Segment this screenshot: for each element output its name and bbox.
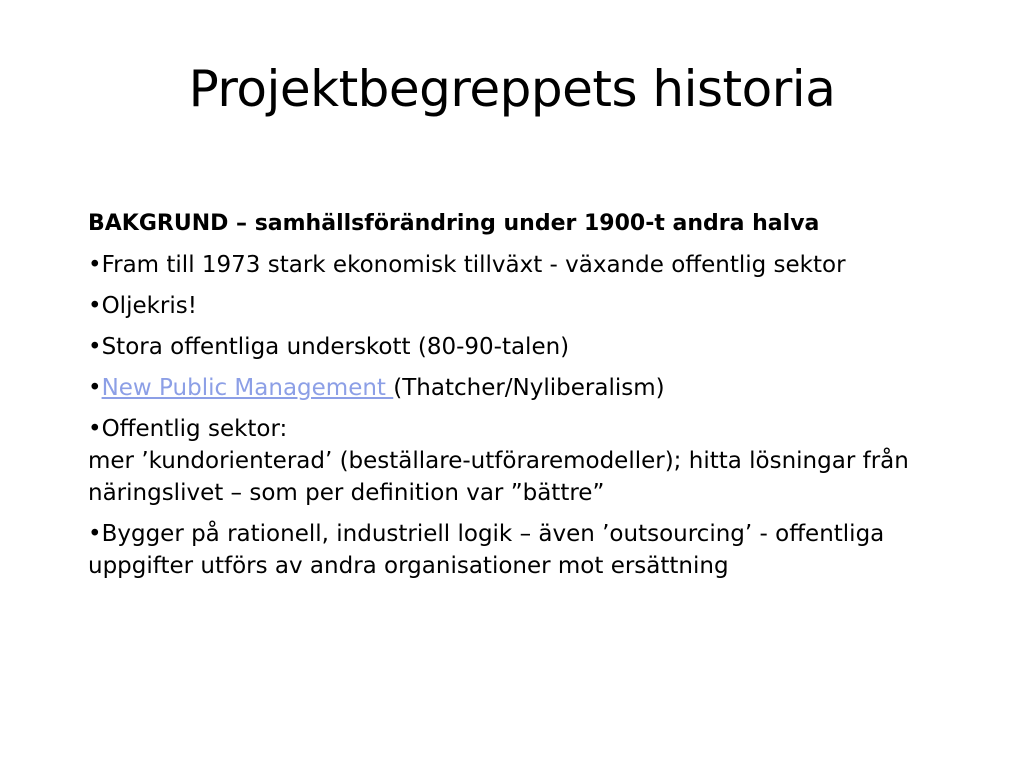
bullet-item-rational-logic (88, 518, 948, 582)
bullet-item-growth (88, 249, 948, 281)
new-public-management-link[interactable]: New Public Management (101, 375, 394, 401)
bullet-text: (Thatcher/Nyliberalism) (393, 375, 665, 401)
bullet-mark: • (88, 375, 102, 401)
section-heading: BAKGRUND – samhällsförändring under 1900-t andra halva (88, 211, 820, 236)
bullet-text: Fram till 1973 stark ekonomisk tillväxt - växande offentlig sektor (101, 252, 846, 278)
bullet-item-oil-crisis (88, 290, 948, 322)
bullet-subtext: mer ’kundorienterad’ (beställare-utföraremodeller); hitta lösningar från näringslivet – som per definition var ”bättre” (88, 448, 909, 506)
bullet-text: Bygger på rationell, industriell logik – även ’outsourcing’ - offentliga uppgifter utförs av andra organisationer mot ersättning (88, 521, 885, 579)
bullet-item-public-sector (88, 413, 948, 509)
bullet-text: Stora offentliga underskott (80-90-talen) (101, 334, 570, 360)
bullet-mark: • (88, 416, 102, 442)
bullet-mark: • (88, 293, 102, 319)
bullet-mark: • (88, 334, 102, 360)
bullet-mark: • (88, 521, 102, 547)
bullet-text: Offentlig sektor: (101, 416, 288, 442)
bullet-item-npm (88, 372, 948, 404)
slide-body (88, 208, 948, 591)
bullet-mark: • (88, 252, 102, 278)
bullet-text: Oljekris! (101, 293, 197, 319)
bullet-item-deficits (88, 331, 948, 363)
slide-title: Projektbegreppets historia (188, 60, 836, 118)
